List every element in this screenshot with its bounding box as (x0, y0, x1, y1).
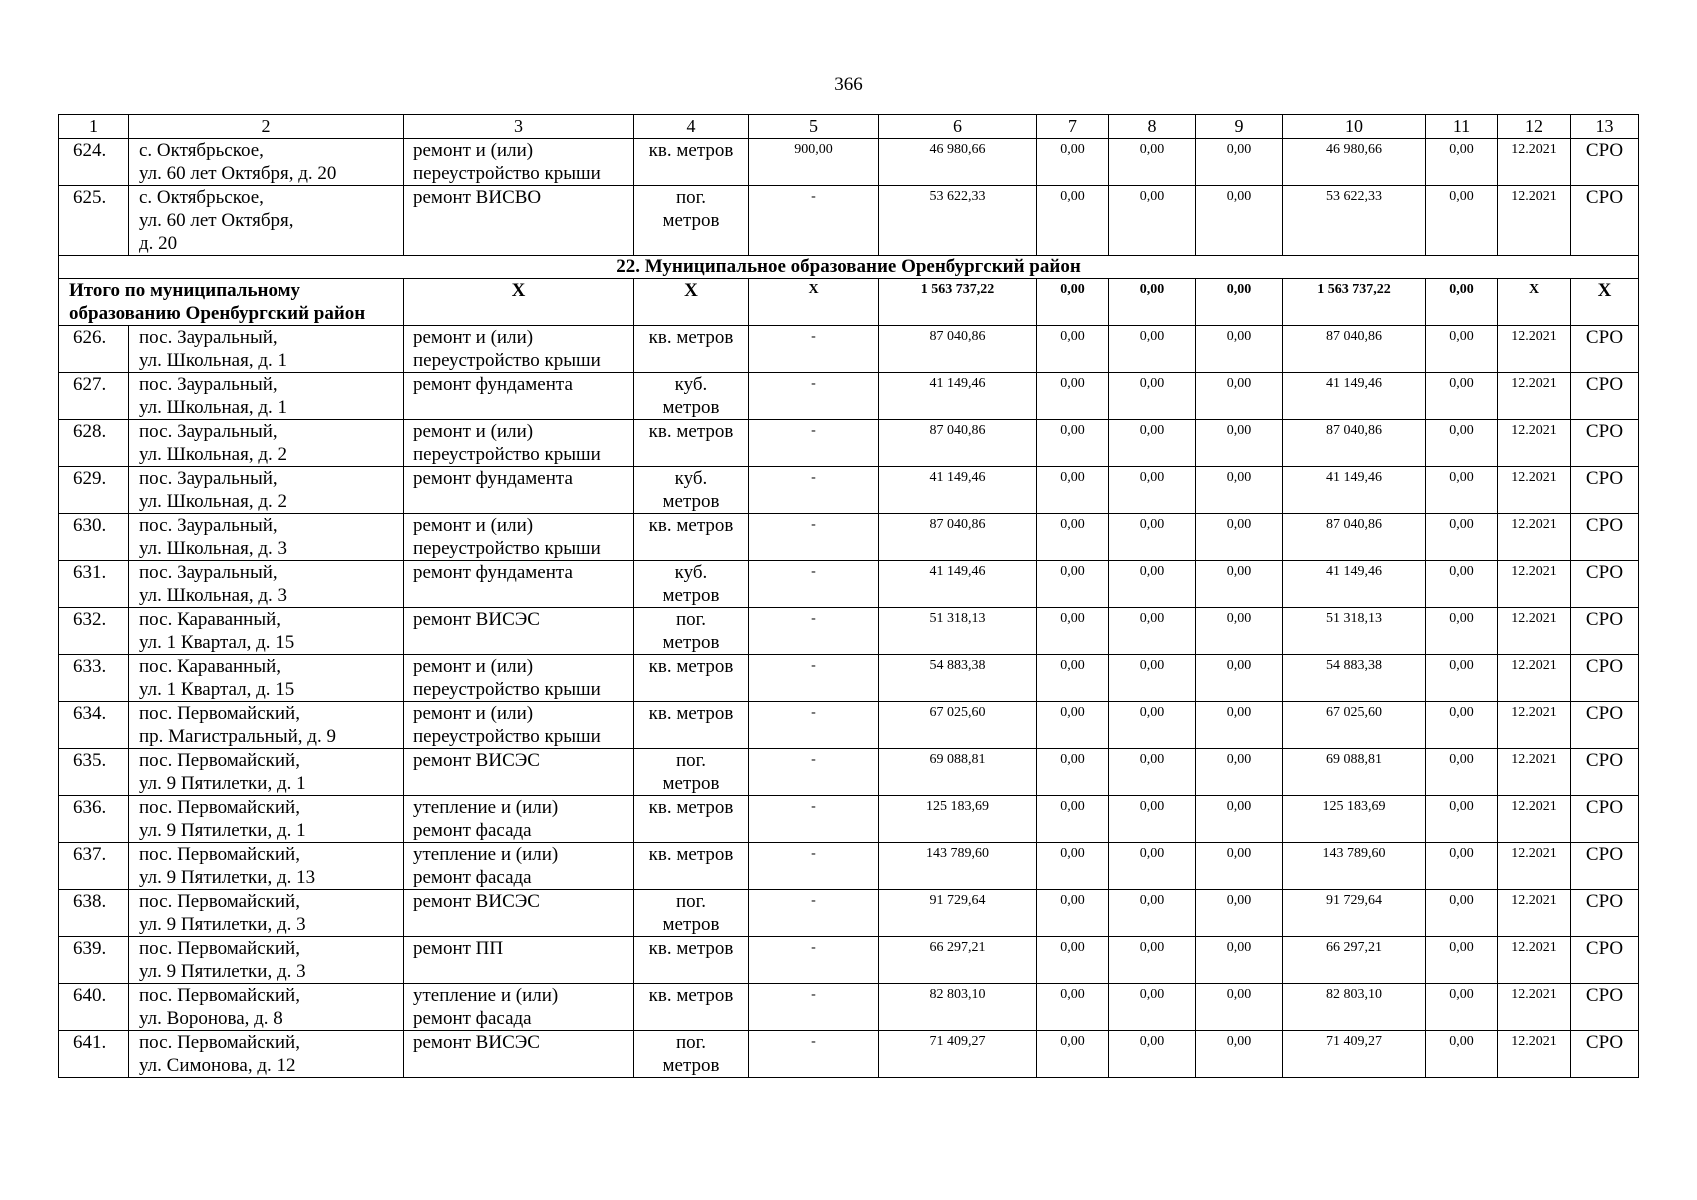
table-row (59, 655, 1639, 702)
address-cell: пос. Зауральный, ул. Школьная, д. 2 (129, 420, 404, 467)
cost-cell: 0,00 (1109, 796, 1196, 843)
work-type-cell: ремонт ПП (404, 937, 634, 984)
cost-cell: 0,00 (1426, 702, 1498, 749)
cost-cell: 71 409,27 (1283, 1031, 1426, 1078)
table-row (59, 984, 1639, 1031)
cost-cell: 0,00 (1196, 843, 1283, 890)
deadline-cell: 12.2021 (1498, 749, 1571, 796)
header-cell: 5 (749, 115, 879, 139)
address-cell: пос. Первомайский, ул. 9 Пятилетки, д. 13 (129, 843, 404, 890)
table-row (59, 186, 1639, 256)
cost-cell: 0,00 (1109, 186, 1196, 256)
address-cell: пос. Первомайский, ул. 9 Пятилетки, д. 3 (129, 937, 404, 984)
table-row (59, 1031, 1639, 1078)
row-number: 631. (59, 561, 129, 608)
total-cell: 1 563 737,22 (1283, 279, 1426, 326)
total-cost-cell: 41 149,46 (879, 373, 1037, 420)
row-number: 639. (59, 937, 129, 984)
total-cell: X (749, 279, 879, 326)
row-number: 641. (59, 1031, 129, 1078)
cost-cell: 0,00 (1037, 514, 1109, 561)
header-cell: 11 (1426, 115, 1498, 139)
total-row (59, 279, 1639, 326)
cost-cell: 0,00 (1109, 749, 1196, 796)
quantity-cell: - (749, 655, 879, 702)
work-type-cell: ремонт фундамента (404, 561, 634, 608)
address-cell: с. Октябрьское, ул. 60 лет Октября, д. 20 (129, 186, 404, 256)
work-type-cell: ремонт и (или) переустройство крыши (404, 655, 634, 702)
table-row (59, 514, 1639, 561)
unit-cell: пог. метров (634, 186, 749, 256)
table-row (59, 561, 1639, 608)
cost-cell: 0,00 (1196, 373, 1283, 420)
cost-cell: 0,00 (1037, 843, 1109, 890)
work-type-cell: ремонт ВИСЭС (404, 608, 634, 655)
cost-cell: 0,00 (1426, 514, 1498, 561)
repair-program-table (58, 114, 1639, 1078)
address-cell: пос. Зауральный, ул. Школьная, д. 3 (129, 561, 404, 608)
method-cell: СРО (1571, 984, 1639, 1031)
cost-cell: 0,00 (1109, 420, 1196, 467)
unit-cell: кв. метров (634, 796, 749, 843)
cost-cell: 0,00 (1196, 139, 1283, 186)
cost-cell: 46 980,66 (1283, 139, 1426, 186)
cost-cell: 54 883,38 (1283, 655, 1426, 702)
header-cell: 6 (879, 115, 1037, 139)
total-cost-cell: 54 883,38 (879, 655, 1037, 702)
cost-cell: 0,00 (1037, 749, 1109, 796)
row-number: 630. (59, 514, 129, 561)
cost-cell: 0,00 (1109, 373, 1196, 420)
cost-cell: 0,00 (1426, 937, 1498, 984)
cost-cell: 0,00 (1426, 139, 1498, 186)
table-row (59, 937, 1639, 984)
total-cost-cell: 71 409,27 (879, 1031, 1037, 1078)
method-cell: СРО (1571, 796, 1639, 843)
work-type-cell: утепление и (или) ремонт фасада (404, 843, 634, 890)
deadline-cell: 12.2021 (1498, 139, 1571, 186)
work-type-cell: ремонт и (или) переустройство крыши (404, 420, 634, 467)
cost-cell: 0,00 (1426, 608, 1498, 655)
cost-cell: 69 088,81 (1283, 749, 1426, 796)
deadline-cell: 12.2021 (1498, 186, 1571, 256)
cost-cell: 67 025,60 (1283, 702, 1426, 749)
total-cost-cell: 51 318,13 (879, 608, 1037, 655)
cost-cell: 0,00 (1037, 326, 1109, 373)
row-number: 632. (59, 608, 129, 655)
header-cell: 3 (404, 115, 634, 139)
table-row (59, 890, 1639, 937)
table-row (59, 373, 1639, 420)
address-cell: с. Октябрьское, ул. 60 лет Октября, д. 20 (129, 139, 404, 186)
quantity-cell: - (749, 984, 879, 1031)
deadline-cell: 12.2021 (1498, 420, 1571, 467)
cost-cell: 0,00 (1426, 420, 1498, 467)
cost-cell: 0,00 (1196, 1031, 1283, 1078)
cost-cell: 0,00 (1037, 655, 1109, 702)
row-number: 640. (59, 984, 129, 1031)
method-cell: СРО (1571, 843, 1639, 890)
unit-cell: кв. метров (634, 139, 749, 186)
total-cost-cell: 53 622,33 (879, 186, 1037, 256)
method-cell: СРО (1571, 937, 1639, 984)
unit-cell: куб. метров (634, 373, 749, 420)
deadline-cell: 12.2021 (1498, 326, 1571, 373)
cost-cell: 0,00 (1037, 984, 1109, 1031)
cost-cell: 0,00 (1037, 796, 1109, 843)
method-cell: СРО (1571, 749, 1639, 796)
work-type-cell: ремонт ВИСЭС (404, 1031, 634, 1078)
row-number: 636. (59, 796, 129, 843)
cost-cell: 0,00 (1196, 561, 1283, 608)
deadline-cell: 12.2021 (1498, 890, 1571, 937)
cost-cell: 0,00 (1037, 373, 1109, 420)
address-cell: пос. Первомайский, ул. Симонова, д. 12 (129, 1031, 404, 1078)
cost-cell: 0,00 (1426, 326, 1498, 373)
cost-cell: 0,00 (1037, 420, 1109, 467)
table-row (59, 749, 1639, 796)
address-cell: пос. Зауральный, ул. Школьная, д. 3 (129, 514, 404, 561)
cost-cell: 0,00 (1196, 796, 1283, 843)
unit-cell: кв. метров (634, 326, 749, 373)
cost-cell: 0,00 (1426, 796, 1498, 843)
total-cell: 0,00 (1037, 279, 1109, 326)
method-cell: СРО (1571, 326, 1639, 373)
cost-cell: 41 149,46 (1283, 467, 1426, 514)
cost-cell: 0,00 (1196, 655, 1283, 702)
total-cell: X (1571, 279, 1639, 326)
cost-cell: 53 622,33 (1283, 186, 1426, 256)
total-cell: 0,00 (1109, 279, 1196, 326)
header-cell: 10 (1283, 115, 1426, 139)
quantity-cell: - (749, 561, 879, 608)
method-cell: СРО (1571, 561, 1639, 608)
cost-cell: 0,00 (1109, 702, 1196, 749)
work-type-cell: ремонт фундамента (404, 467, 634, 514)
cost-cell: 0,00 (1109, 326, 1196, 373)
method-cell: СРО (1571, 373, 1639, 420)
unit-cell: кв. метров (634, 420, 749, 467)
unit-cell: кв. метров (634, 984, 749, 1031)
total-cost-cell: 143 789,60 (879, 843, 1037, 890)
cost-cell: 87 040,86 (1283, 420, 1426, 467)
cost-cell: 0,00 (1037, 561, 1109, 608)
address-cell: пос. Зауральный, ул. Школьная, д. 1 (129, 326, 404, 373)
total-cell: X (634, 279, 749, 326)
table-row (59, 608, 1639, 655)
unit-cell: пог. метров (634, 749, 749, 796)
cost-cell: 41 149,46 (1283, 561, 1426, 608)
unit-cell: куб. метров (634, 467, 749, 514)
cost-cell: 0,00 (1196, 749, 1283, 796)
quantity-cell: - (749, 890, 879, 937)
quantity-cell: - (749, 326, 879, 373)
cost-cell: 0,00 (1196, 467, 1283, 514)
deadline-cell: 12.2021 (1498, 467, 1571, 514)
cost-cell: 0,00 (1109, 608, 1196, 655)
cost-cell: 0,00 (1196, 420, 1283, 467)
quantity-cell: - (749, 749, 879, 796)
work-type-cell: ремонт ВИСЭС (404, 890, 634, 937)
quantity-cell: - (749, 796, 879, 843)
cost-cell: 0,00 (1196, 608, 1283, 655)
deadline-cell: 12.2021 (1498, 796, 1571, 843)
row-number: 626. (59, 326, 129, 373)
cost-cell: 0,00 (1109, 139, 1196, 186)
header-cell: 12 (1498, 115, 1571, 139)
cost-cell: 82 803,10 (1283, 984, 1426, 1031)
header-cell: 4 (634, 115, 749, 139)
cost-cell: 0,00 (1037, 186, 1109, 256)
cost-cell: 0,00 (1196, 326, 1283, 373)
cost-cell: 0,00 (1196, 937, 1283, 984)
unit-cell: кв. метров (634, 702, 749, 749)
method-cell: СРО (1571, 514, 1639, 561)
work-type-cell: ремонт и (или) переустройство крыши (404, 514, 634, 561)
cost-cell: 0,00 (1109, 937, 1196, 984)
cost-cell: 0,00 (1109, 1031, 1196, 1078)
method-cell: СРО (1571, 467, 1639, 514)
row-number: 633. (59, 655, 129, 702)
cost-cell: 0,00 (1426, 749, 1498, 796)
total-cost-cell: 1 563 737,22 (879, 279, 1037, 326)
cost-cell: 0,00 (1109, 984, 1196, 1031)
total-cost-cell: 87 040,86 (879, 514, 1037, 561)
address-cell: пос. Караванный, ул. 1 Квартал, д. 15 (129, 655, 404, 702)
unit-cell: пог. метров (634, 608, 749, 655)
total-cost-cell: 67 025,60 (879, 702, 1037, 749)
method-cell: СРО (1571, 655, 1639, 702)
work-type-cell: ремонт ВИСВО (404, 186, 634, 256)
address-cell: пос. Зауральный, ул. Школьная, д. 1 (129, 373, 404, 420)
work-type-cell: ремонт ВИСЭС (404, 749, 634, 796)
quantity-cell: - (749, 843, 879, 890)
total-cell: 0,00 (1196, 279, 1283, 326)
total-cost-cell: 41 149,46 (879, 467, 1037, 514)
cost-cell: 0,00 (1196, 514, 1283, 561)
total-cell: X (404, 279, 634, 326)
work-type-cell: ремонт и (или) переустройство крыши (404, 702, 634, 749)
deadline-cell: 12.2021 (1498, 561, 1571, 608)
unit-cell: кв. метров (634, 514, 749, 561)
row-number: 629. (59, 467, 129, 514)
cost-cell: 0,00 (1109, 843, 1196, 890)
cost-cell: 51 318,13 (1283, 608, 1426, 655)
cost-cell: 0,00 (1426, 186, 1498, 256)
cost-cell: 0,00 (1196, 702, 1283, 749)
deadline-cell: 12.2021 (1498, 702, 1571, 749)
cost-cell: 0,00 (1426, 655, 1498, 702)
address-cell: пос. Первомайский, ул. 9 Пятилетки, д. 3 (129, 890, 404, 937)
cost-cell: 0,00 (1196, 890, 1283, 937)
method-cell: СРО (1571, 1031, 1639, 1078)
section-heading-row (59, 256, 1639, 279)
table-row (59, 326, 1639, 373)
method-cell: СРО (1571, 702, 1639, 749)
cost-cell: 41 149,46 (1283, 373, 1426, 420)
section-title: 22. Муниципальное образование Оренбургский район (59, 256, 1639, 279)
table-row (59, 420, 1639, 467)
address-cell: пос. Караванный, ул. 1 Квартал, д. 15 (129, 608, 404, 655)
total-cost-cell: 125 183,69 (879, 796, 1037, 843)
quantity-cell: - (749, 186, 879, 256)
total-cost-cell: 46 980,66 (879, 139, 1037, 186)
address-cell: пос. Зауральный, ул. Школьная, д. 2 (129, 467, 404, 514)
unit-cell: кв. метров (634, 843, 749, 890)
quantity-cell: - (749, 702, 879, 749)
cost-cell: 0,00 (1426, 1031, 1498, 1078)
cost-cell: 0,00 (1196, 984, 1283, 1031)
cost-cell: 87 040,86 (1283, 514, 1426, 561)
method-cell: СРО (1571, 890, 1639, 937)
table-row (59, 843, 1639, 890)
deadline-cell: 12.2021 (1498, 1031, 1571, 1078)
table-row (59, 796, 1639, 843)
unit-cell: пог. метров (634, 890, 749, 937)
quantity-cell: - (749, 937, 879, 984)
cost-cell: 0,00 (1037, 937, 1109, 984)
total-cost-cell: 82 803,10 (879, 984, 1037, 1031)
quantity-cell: - (749, 1031, 879, 1078)
cost-cell: 0,00 (1037, 139, 1109, 186)
header-cell: 2 (129, 115, 404, 139)
cost-cell: 143 789,60 (1283, 843, 1426, 890)
row-number: 635. (59, 749, 129, 796)
address-cell: пос. Первомайский, ул. 9 Пятилетки, д. 1 (129, 796, 404, 843)
total-cost-cell: 91 729,64 (879, 890, 1037, 937)
deadline-cell: 12.2021 (1498, 373, 1571, 420)
cost-cell: 0,00 (1037, 702, 1109, 749)
unit-cell: куб. метров (634, 561, 749, 608)
column-number-header (59, 115, 1639, 139)
cost-cell: 0,00 (1426, 984, 1498, 1031)
quantity-cell: - (749, 373, 879, 420)
cost-cell: 87 040,86 (1283, 326, 1426, 373)
cost-cell: 0,00 (1037, 467, 1109, 514)
cost-cell: 0,00 (1196, 186, 1283, 256)
cost-cell: 0,00 (1109, 467, 1196, 514)
header-cell: 13 (1571, 115, 1639, 139)
cost-cell: 0,00 (1109, 514, 1196, 561)
quantity-cell: - (749, 608, 879, 655)
deadline-cell: 12.2021 (1498, 655, 1571, 702)
header-cell: 9 (1196, 115, 1283, 139)
row-number: 637. (59, 843, 129, 890)
method-cell: СРО (1571, 608, 1639, 655)
work-type-cell: ремонт и (или) переустройство крыши (404, 139, 634, 186)
deadline-cell: 12.2021 (1498, 514, 1571, 561)
work-type-cell: утепление и (или) ремонт фасада (404, 796, 634, 843)
row-number: 627. (59, 373, 129, 420)
work-type-cell: утепление и (или) ремонт фасада (404, 984, 634, 1031)
table-row (59, 467, 1639, 514)
total-cost-cell: 87 040,86 (879, 420, 1037, 467)
table-row (59, 702, 1639, 749)
deadline-cell: 12.2021 (1498, 984, 1571, 1031)
header-cell: 8 (1109, 115, 1196, 139)
total-cost-cell: 87 040,86 (879, 326, 1037, 373)
total-cell: X (1498, 279, 1571, 326)
quantity-cell: - (749, 514, 879, 561)
total-cell: 0,00 (1426, 279, 1498, 326)
cost-cell: 125 183,69 (1283, 796, 1426, 843)
cost-cell: 0,00 (1426, 561, 1498, 608)
address-cell: пос. Первомайский, ул. 9 Пятилетки, д. 1 (129, 749, 404, 796)
cost-cell: 0,00 (1037, 608, 1109, 655)
method-cell: СРО (1571, 186, 1639, 256)
method-cell: СРО (1571, 139, 1639, 186)
cost-cell: 0,00 (1109, 655, 1196, 702)
total-cost-cell: 41 149,46 (879, 561, 1037, 608)
total-cost-cell: 69 088,81 (879, 749, 1037, 796)
header-cell: 1 (59, 115, 129, 139)
total-cost-cell: 66 297,21 (879, 937, 1037, 984)
row-number: 628. (59, 420, 129, 467)
cost-cell: 0,00 (1037, 1031, 1109, 1078)
total-label: Итого по муниципальному образованию Оренбургский район (59, 279, 404, 326)
row-number: 638. (59, 890, 129, 937)
cost-cell: 91 729,64 (1283, 890, 1426, 937)
address-cell: пос. Первомайский, пр. Магистральный, д. 9 (129, 702, 404, 749)
work-type-cell: ремонт фундамента (404, 373, 634, 420)
quantity-cell: 900,00 (749, 139, 879, 186)
quantity-cell: - (749, 420, 879, 467)
address-cell: пос. Первомайский, ул. Воронова, д. 8 (129, 984, 404, 1031)
unit-cell: кв. метров (634, 937, 749, 984)
row-number: 624. (59, 139, 129, 186)
quantity-cell: - (749, 467, 879, 514)
row-number: 625. (59, 186, 129, 256)
cost-cell: 0,00 (1037, 890, 1109, 937)
deadline-cell: 12.2021 (1498, 843, 1571, 890)
work-type-cell: ремонт и (или) переустройство крыши (404, 326, 634, 373)
row-number: 634. (59, 702, 129, 749)
table-row (59, 139, 1639, 186)
method-cell: СРО (1571, 420, 1639, 467)
page-number: 366 (834, 74, 863, 95)
deadline-cell: 12.2021 (1498, 608, 1571, 655)
header-cell: 7 (1037, 115, 1109, 139)
cost-cell: 0,00 (1426, 890, 1498, 937)
cost-cell: 0,00 (1109, 561, 1196, 608)
cost-cell: 0,00 (1426, 373, 1498, 420)
cost-cell: 0,00 (1426, 467, 1498, 514)
cost-cell: 66 297,21 (1283, 937, 1426, 984)
cost-cell: 0,00 (1426, 843, 1498, 890)
deadline-cell: 12.2021 (1498, 937, 1571, 984)
unit-cell: пог. метров (634, 1031, 749, 1078)
unit-cell: кв. метров (634, 655, 749, 702)
cost-cell: 0,00 (1109, 890, 1196, 937)
